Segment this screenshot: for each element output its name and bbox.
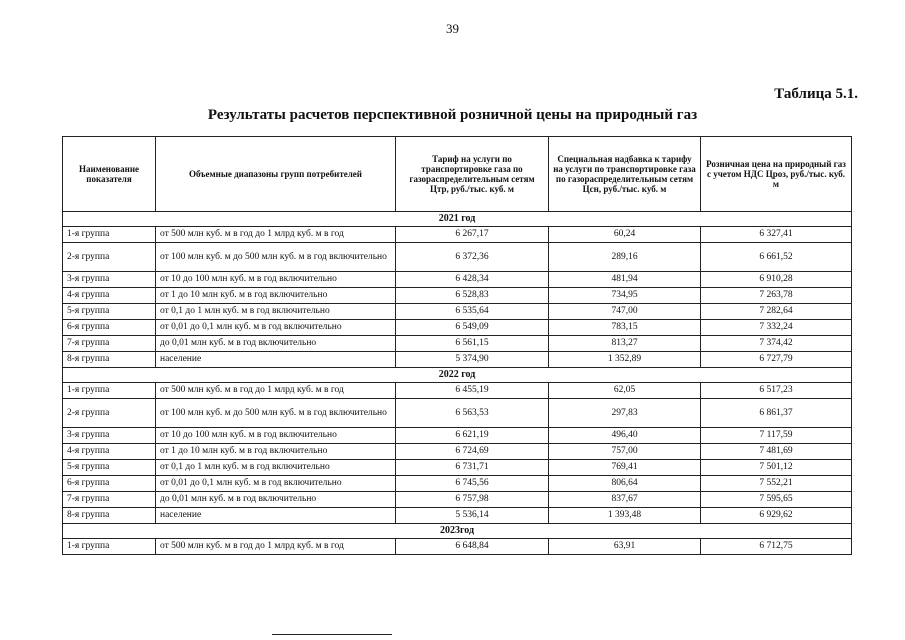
group-cell: 2-я группа (63, 243, 156, 272)
header-transport-tariff: Тариф на услуги по транспортировке газа по газораспределительным сетям Цтр, руб./тыс. куб. м (396, 137, 549, 212)
header-retail-price: Розничная цена на природный газ с учетом НДС Цроз, руб./тыс. куб. м (701, 137, 852, 212)
markup-cell: 734,95 (549, 288, 701, 304)
footnote-divider (272, 634, 392, 635)
group-cell: 1-я группа (63, 383, 156, 399)
group-cell: 4-я группа (63, 444, 156, 460)
table-row (63, 272, 852, 288)
group-cell: 7-я группа (63, 492, 156, 508)
tariff-cell: 6 731,71 (396, 460, 549, 476)
range-cell: от 1 до 10 млн куб. м в год включительно (156, 288, 396, 304)
retail-price-cell: 7 282,64 (701, 304, 852, 320)
tariff-cell: 6 757,98 (396, 492, 549, 508)
retail-price-cell: 6 517,23 (701, 383, 852, 399)
tariff-cell: 6 267,17 (396, 227, 549, 243)
year-row (63, 368, 852, 383)
table-row (63, 383, 852, 399)
retail-price-cell: 7 374,42 (701, 336, 852, 352)
range-cell: от 0,1 до 1 млн куб. м в год включительно (156, 304, 396, 320)
table-row (63, 399, 852, 428)
markup-cell: 813,27 (549, 336, 701, 352)
header-special-markup: Специальная надбавка к тарифу на услуги по транспортировке газа по газораспределительным сетям Цсн, руб./тыс. куб. м (549, 137, 701, 212)
group-cell: 3-я группа (63, 428, 156, 444)
document-title: Результаты расчетов перспективной розничной цены на природный газ (207, 107, 698, 123)
group-cell: 7-я группа (63, 336, 156, 352)
tariff-cell: 5 374,90 (396, 352, 549, 368)
range-cell: до 0,01 млн куб. м в год включительно (156, 492, 396, 508)
markup-cell: 783,15 (549, 320, 701, 336)
group-cell: 8-я группа (63, 352, 156, 368)
tariff-cell: 6 455,19 (396, 383, 549, 399)
range-cell: до 0,01 млн куб. м в год включительно (156, 336, 396, 352)
group-cell: 1-я группа (63, 227, 156, 243)
tariff-cell: 6 549,09 (396, 320, 549, 336)
retail-price-cell: 6 712,75 (701, 539, 852, 555)
retail-price-cell: 6 727,79 (701, 352, 852, 368)
range-cell: от 10 до 100 млн куб. м в год включительно (156, 428, 396, 444)
range-cell: население (156, 508, 396, 524)
year-label: 2022 год (63, 368, 852, 383)
markup-cell: 747,00 (549, 304, 701, 320)
range-cell: от 100 млн куб. м до 500 млн куб. м в год включительно (156, 243, 396, 272)
group-cell: 6-я группа (63, 320, 156, 336)
table-row (63, 508, 852, 524)
range-cell: от 500 млн куб. м в год до 1 млрд куб. м в год (156, 539, 396, 555)
table-row (63, 320, 852, 336)
range-cell: от 500 млн куб. м в год до 1 млрд куб. м в год (156, 383, 396, 399)
header-indicator-name: Наименование показателя (63, 137, 156, 212)
group-cell: 5-я группа (63, 460, 156, 476)
group-cell: 6-я группа (63, 476, 156, 492)
retail-price-cell: 7 481,69 (701, 444, 852, 460)
group-cell: 2-я группа (63, 399, 156, 428)
markup-cell: 806,64 (549, 476, 701, 492)
year-row (63, 524, 852, 539)
group-cell: 3-я группа (63, 272, 156, 288)
year-row (63, 212, 852, 227)
group-cell: 8-я группа (63, 508, 156, 524)
table-row (63, 428, 852, 444)
page-number: 39 (446, 21, 459, 36)
tariff-cell: 6 561,15 (396, 336, 549, 352)
range-cell: от 0,01 до 0,1 млн куб. м в год включительно (156, 476, 396, 492)
retail-price-cell: 7 501,12 (701, 460, 852, 476)
markup-cell: 63,91 (549, 539, 701, 555)
range-cell: от 1 до 10 млн куб. м в год включительно (156, 444, 396, 460)
tariff-cell: 6 535,64 (396, 304, 549, 320)
range-cell: от 10 до 100 млн куб. м в год включительно (156, 272, 396, 288)
markup-cell: 62,05 (549, 383, 701, 399)
retail-price-cell: 6 861,37 (701, 399, 852, 428)
retail-price-cell: 7 332,24 (701, 320, 852, 336)
tariff-cell: 6 745,56 (396, 476, 549, 492)
price-table (62, 136, 852, 555)
retail-price-cell: 6 929,62 (701, 508, 852, 524)
retail-price-cell: 6 910,28 (701, 272, 852, 288)
tariff-cell: 6 428,34 (396, 272, 549, 288)
range-cell: от 500 млн куб. м в год до 1 млрд куб. м в год (156, 227, 396, 243)
table-header (63, 137, 852, 212)
range-cell: от 0,1 до 1 млн куб. м в год включительно (156, 460, 396, 476)
tariff-cell: 6 724,69 (396, 444, 549, 460)
retail-price-cell: 6 327,41 (701, 227, 852, 243)
table-body (63, 212, 852, 555)
markup-cell: 837,67 (549, 492, 701, 508)
tariff-cell: 6 648,84 (396, 539, 549, 555)
markup-cell: 1 352,89 (549, 352, 701, 368)
year-label: 2021 год (63, 212, 852, 227)
table-row (63, 460, 852, 476)
table-row (63, 288, 852, 304)
table-row (63, 304, 852, 320)
retail-price-cell: 7 595,65 (701, 492, 852, 508)
markup-cell: 289,16 (549, 243, 701, 272)
table-row (63, 243, 852, 272)
tariff-cell: 5 536,14 (396, 508, 549, 524)
header-volume-range: Объемные диапазоны групп потребителей (156, 137, 396, 212)
tariff-cell: 6 563,53 (396, 399, 549, 428)
markup-cell: 769,41 (549, 460, 701, 476)
table-row (63, 227, 852, 243)
table-row (63, 539, 852, 555)
range-cell: население (156, 352, 396, 368)
markup-cell: 297,83 (549, 399, 701, 428)
retail-price-cell: 7 263,78 (701, 288, 852, 304)
table-row (63, 476, 852, 492)
table-row (63, 352, 852, 368)
year-label: 2023год (63, 524, 852, 539)
markup-cell: 757,00 (549, 444, 701, 460)
group-cell: 5-я группа (63, 304, 156, 320)
retail-price-cell: 6 661,52 (701, 243, 852, 272)
markup-cell: 60,24 (549, 227, 701, 243)
group-cell: 1-я группа (63, 539, 156, 555)
table-row (63, 492, 852, 508)
table-row (63, 336, 852, 352)
tariff-cell: 6 621,19 (396, 428, 549, 444)
range-cell: от 100 млн куб. м до 500 млн куб. м в год включительно (156, 399, 396, 428)
markup-cell: 496,40 (549, 428, 701, 444)
header-row (63, 137, 852, 212)
group-cell: 4-я группа (63, 288, 156, 304)
tariff-cell: 6 528,83 (396, 288, 549, 304)
markup-cell: 481,94 (549, 272, 701, 288)
table-caption: Таблица 5.1. (774, 86, 858, 102)
range-cell: от 0,01 до 0,1 млн куб. м в год включительно (156, 320, 396, 336)
markup-cell: 1 393,48 (549, 508, 701, 524)
tariff-cell: 6 372,36 (396, 243, 549, 272)
retail-price-cell: 7 117,59 (701, 428, 852, 444)
table-row (63, 444, 852, 460)
retail-price-cell: 7 552,21 (701, 476, 852, 492)
